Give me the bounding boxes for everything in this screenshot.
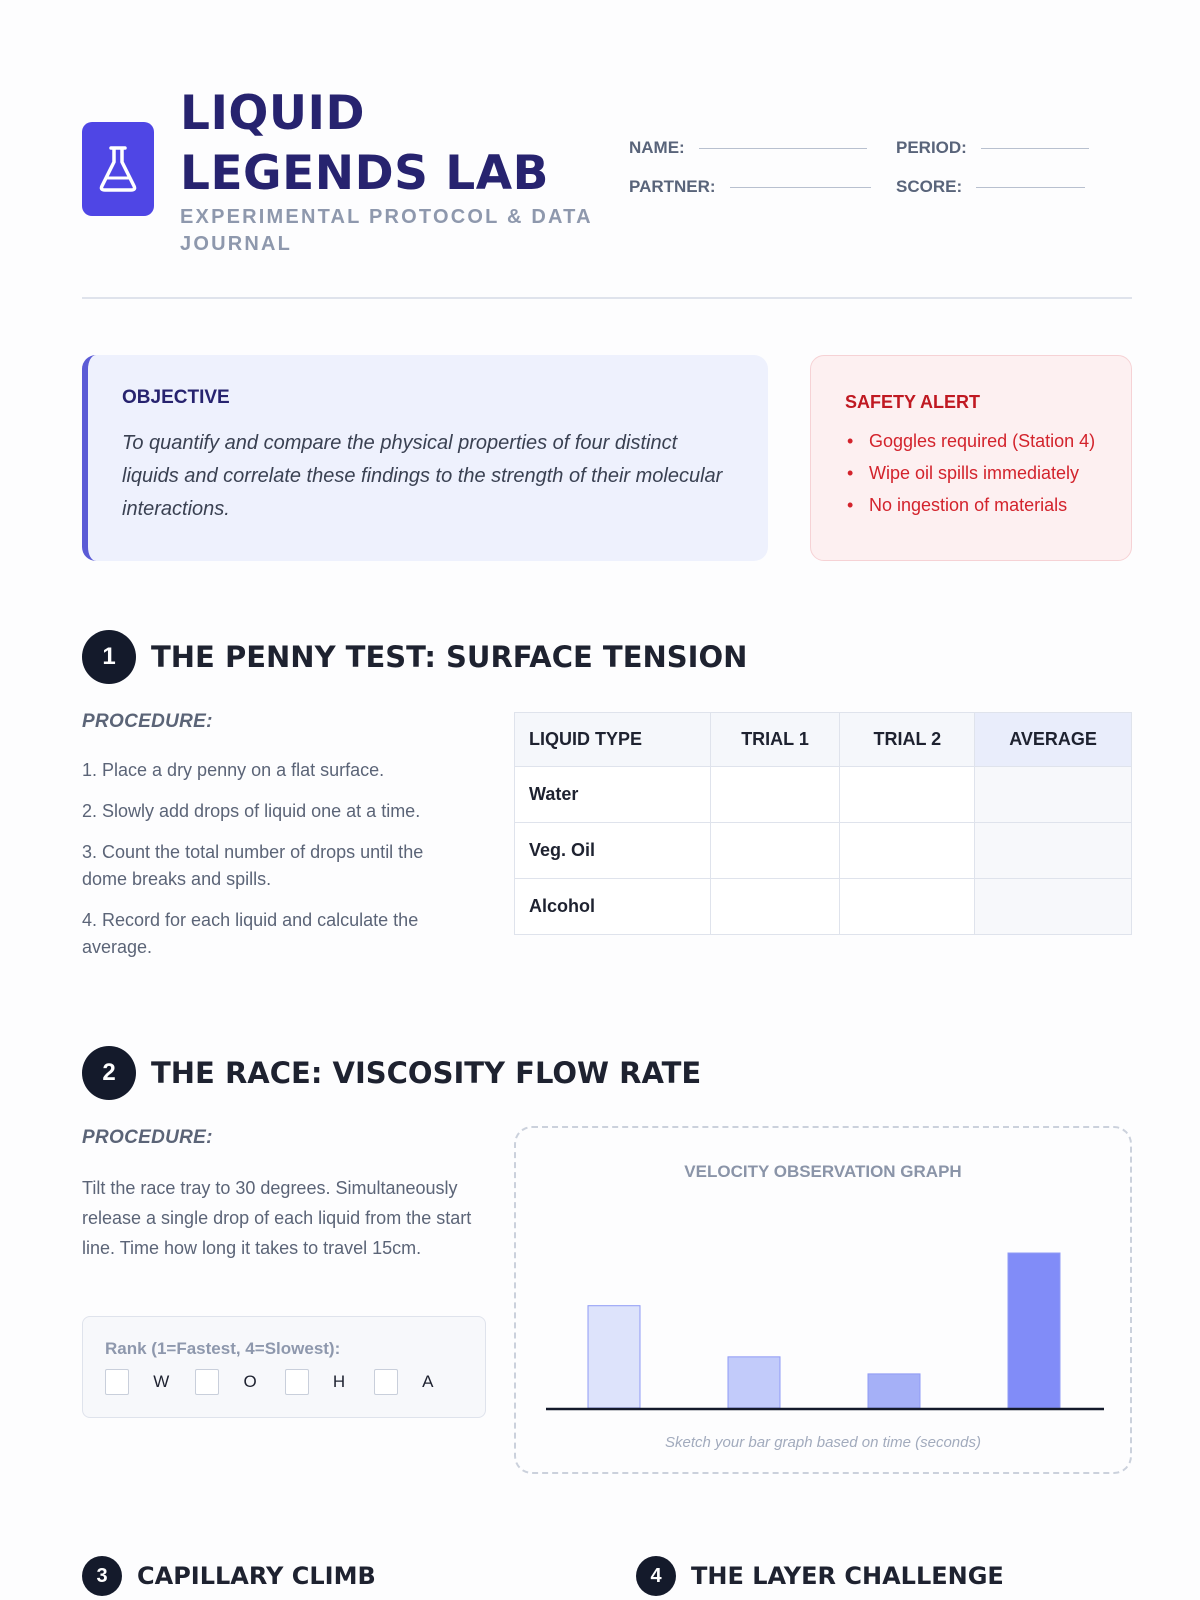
name-field[interactable]: [629, 138, 867, 158]
section-2-header: [82, 1046, 701, 1100]
table-header: TRIAL 1: [710, 713, 840, 767]
section-number: 1: [82, 630, 136, 684]
procedure-steps: [82, 757, 472, 975]
header-divider: [82, 297, 1132, 299]
procedure-label: PROCEDURE:: [82, 1127, 213, 1148]
section-number: 2: [82, 1046, 136, 1100]
score-line[interactable]: [976, 187, 1085, 188]
partner-line[interactable]: [730, 187, 871, 188]
partner-field[interactable]: [629, 177, 871, 197]
partner-label: PARTNER:: [629, 177, 716, 196]
rank-letter: O: [243, 1372, 257, 1391]
procedure-label: PROCEDURE:: [82, 711, 213, 732]
rank-letter: A: [422, 1372, 434, 1391]
safety-alert-card: [810, 355, 1132, 561]
section-number: 3: [82, 1556, 122, 1596]
procedure-step: 4. Record for each liquid and calculate the average.: [82, 910, 419, 957]
page-subtitle: EXPERIMENTAL PROTOCOL & DATA JOURNAL: [180, 206, 592, 255]
safety-heading: SAFETY ALERT: [845, 392, 981, 412]
liquid-name-cell: Water: [515, 767, 711, 823]
flask-icon: [96, 144, 140, 194]
trial-2-cell[interactable]: [840, 879, 975, 935]
trial-1-cell[interactable]: [710, 823, 840, 879]
table-header: TRIAL 2: [840, 713, 975, 767]
graph-caption: Sketch your bar graph based on time (seconds): [664, 1434, 981, 1451]
period-label: PERIOD:: [896, 138, 967, 157]
chart-bar: [1008, 1253, 1060, 1408]
objective-text: To quantify and compare the physical properties of four distinct liquids and correlate these findings to the strength of their molecular interactions.: [122, 432, 723, 520]
velocity-graph: [514, 1126, 1132, 1474]
rank-checkbox[interactable]: [285, 1369, 309, 1395]
section-title: THE RACE: VISCOSITY FLOW RATE: [151, 1056, 702, 1090]
chart-bar: [728, 1357, 780, 1408]
surface-tension-table: [514, 712, 1132, 935]
safety-item: • No ingestion of materials: [845, 489, 1097, 521]
name-line[interactable]: [699, 148, 867, 149]
trial-1-cell[interactable]: [710, 879, 840, 935]
section-title: THE PENNY TEST: SURFACE TENSION: [151, 640, 748, 674]
table-row: [515, 823, 1132, 879]
rank-checkbox[interactable]: [374, 1369, 398, 1395]
procedure-step: 3. Count the total number of drops until the dome breaks and spills.: [82, 842, 424, 889]
rank-checkbox[interactable]: [105, 1369, 129, 1395]
average-cell[interactable]: [975, 879, 1132, 935]
section-title: CAPILLARY CLIMB: [137, 1562, 376, 1590]
safety-item: • Wipe oil spills immediately: [845, 457, 1097, 489]
flask-logo: [82, 122, 154, 216]
period-field[interactable]: [896, 138, 1089, 158]
procedure-step: 1. Place a dry penny on a flat surface.: [82, 760, 385, 780]
trial-2-cell[interactable]: [840, 767, 975, 823]
procedure-step: 2. Slowly add drops of liquid one at a time.: [82, 801, 421, 821]
rank-letter: W: [153, 1372, 170, 1391]
liquid-name-cell: Veg. Oil: [515, 823, 711, 879]
section-title: THE LAYER CHALLENGE: [691, 1562, 1004, 1590]
bar-chart: [516, 1128, 1134, 1476]
section-3-header: [82, 1556, 376, 1596]
race-procedure-text: Tilt the race tray to 30 degrees. Simultaneously release a single drop of each liquid from the start line. Time how long it takes to travel 15cm.: [82, 1178, 472, 1258]
name-label: NAME:: [629, 138, 685, 157]
page-title: LIQUID LEGENDS LAB: [180, 86, 549, 201]
liquid-name-cell: Alcohol: [515, 879, 711, 935]
objective-heading: OBJECTIVE: [122, 387, 230, 408]
table-header: LIQUID TYPE: [515, 713, 711, 767]
chart-bar: [868, 1374, 920, 1408]
trial-2-cell[interactable]: [840, 823, 975, 879]
graph-title: VELOCITY OBSERVATION GRAPH: [684, 1162, 962, 1181]
table-row: [515, 767, 1132, 823]
section-number: 4: [636, 1556, 676, 1596]
table-row: [515, 879, 1132, 935]
average-cell[interactable]: [975, 767, 1132, 823]
section-4-header: [636, 1556, 1004, 1596]
rank-letter: H: [332, 1372, 346, 1391]
average-cell[interactable]: [975, 823, 1132, 879]
table-header: AVERAGE: [975, 713, 1132, 767]
period-line[interactable]: [981, 148, 1089, 149]
rank-checkbox[interactable]: [195, 1369, 219, 1395]
objective-card: [82, 355, 768, 561]
score-label: SCORE:: [896, 177, 963, 196]
rank-label: Rank (1=Fastest, 4=Slowest):: [105, 1339, 341, 1358]
section-1-header: [82, 630, 747, 684]
safety-item: • Goggles required (Station 4): [845, 425, 1097, 457]
rank-box: [82, 1316, 486, 1418]
score-field[interactable]: [896, 177, 1085, 197]
chart-bar: [588, 1306, 640, 1408]
trial-1-cell[interactable]: [710, 767, 840, 823]
